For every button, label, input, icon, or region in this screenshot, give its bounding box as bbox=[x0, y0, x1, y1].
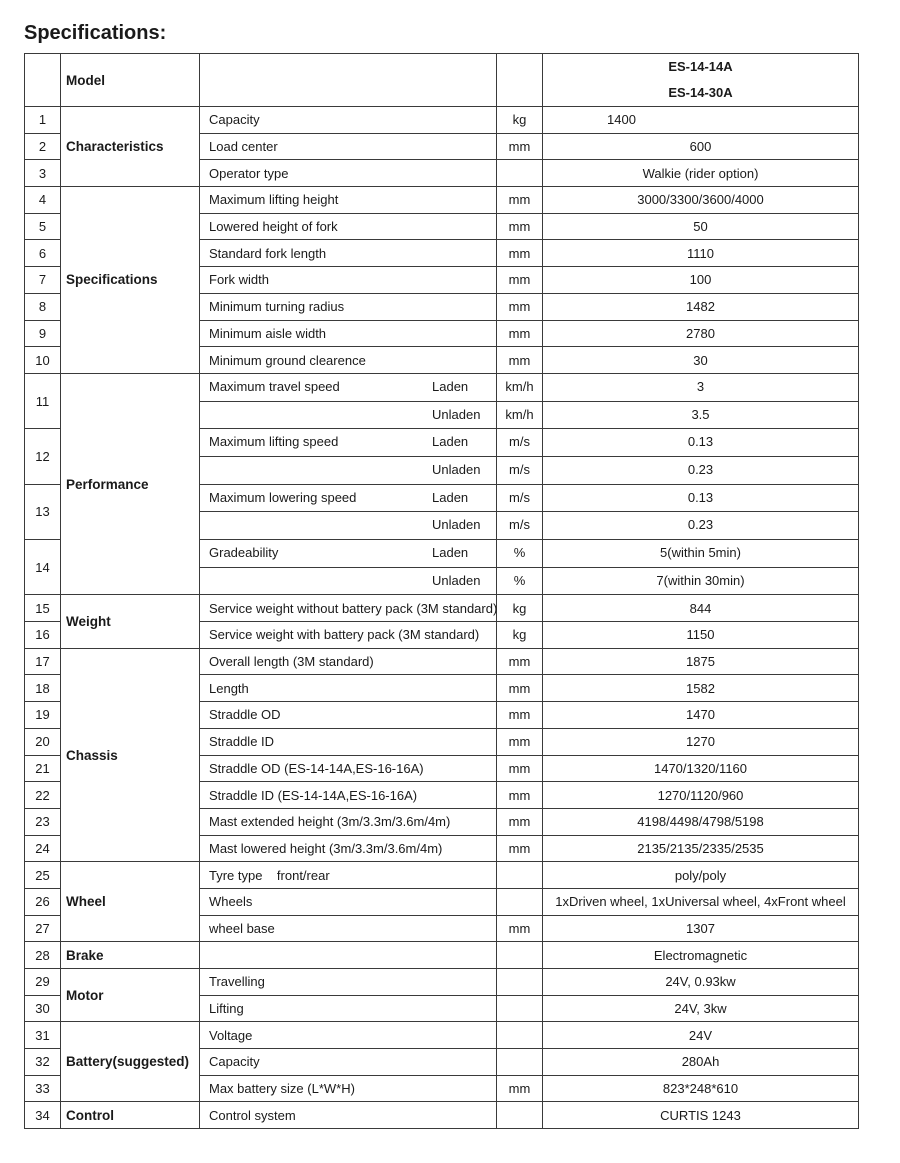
item-label: Load center bbox=[200, 133, 497, 160]
table-row bbox=[25, 373, 859, 428]
load-condition: Unladen bbox=[432, 517, 481, 533]
item-label: Straddle OD (ES-14-14A,ES-16-16A) bbox=[200, 755, 497, 782]
row-number: 7 bbox=[25, 267, 61, 294]
item-label: Gradeability bbox=[209, 545, 279, 560]
specifications-table bbox=[24, 53, 859, 1129]
value: 1270 bbox=[543, 728, 859, 755]
item-label: Lowered height of fork bbox=[200, 213, 497, 240]
unit: m/s bbox=[509, 434, 530, 450]
category-label: Performance bbox=[61, 373, 200, 595]
unit: mm bbox=[497, 320, 543, 347]
row-number: 11 bbox=[25, 373, 61, 428]
row-number: 15 bbox=[25, 595, 61, 622]
value: Walkie (rider option) bbox=[543, 160, 859, 187]
row-number: 16 bbox=[25, 622, 61, 649]
table-row bbox=[25, 969, 859, 996]
unit: mm bbox=[497, 240, 543, 267]
row-number: 23 bbox=[25, 808, 61, 835]
value: 0.13 bbox=[687, 434, 714, 450]
value: 280Ah bbox=[543, 1049, 859, 1076]
unit bbox=[497, 969, 543, 996]
page-title: Specifications: bbox=[24, 22, 167, 44]
item-label: Straddle OD bbox=[200, 702, 497, 729]
item-label: Voltage bbox=[200, 1022, 497, 1049]
table-row bbox=[25, 187, 859, 214]
unit: kg bbox=[497, 107, 543, 134]
unit bbox=[497, 1102, 543, 1129]
value: 2135/2135/2335/2535 bbox=[543, 835, 859, 862]
item-label: Minimum ground clearence bbox=[200, 347, 497, 374]
row-number: 18 bbox=[25, 675, 61, 702]
value: 1270/1120/960 bbox=[543, 782, 859, 809]
table-row bbox=[25, 595, 859, 622]
unit bbox=[497, 888, 543, 915]
table-row bbox=[25, 1022, 859, 1049]
unit: mm bbox=[497, 675, 543, 702]
unit: mm bbox=[497, 213, 543, 240]
unit: mm bbox=[497, 267, 543, 294]
item-label: Minimum aisle width bbox=[200, 320, 497, 347]
unit-cell bbox=[497, 540, 543, 595]
load-condition: Unladen bbox=[432, 572, 481, 588]
value: 1400 bbox=[543, 107, 859, 134]
value: 1875 bbox=[543, 648, 859, 675]
value: 0.23 bbox=[543, 511, 858, 539]
unit bbox=[497, 1049, 543, 1076]
value: 50 bbox=[543, 213, 859, 240]
value: 1470 bbox=[543, 702, 859, 729]
unit: mm bbox=[497, 1075, 543, 1102]
value: 3000/3300/3600/4000 bbox=[543, 187, 859, 214]
value: 1582 bbox=[543, 675, 859, 702]
row-number: 14 bbox=[25, 540, 61, 595]
item-label-cell bbox=[200, 540, 497, 595]
value: 5(within 5min) bbox=[660, 545, 741, 560]
item-label: Capacity bbox=[200, 107, 497, 134]
item-label: Max battery size (L*W*H) bbox=[200, 1075, 497, 1102]
item-label: Service weight with battery pack (3M standard) bbox=[200, 622, 497, 649]
category-label: Specifications bbox=[61, 187, 200, 374]
value: 1307 bbox=[543, 915, 859, 942]
unit: mm bbox=[497, 782, 543, 809]
unit: kg bbox=[497, 595, 543, 622]
row-number: 17 bbox=[25, 648, 61, 675]
table-row bbox=[25, 107, 859, 134]
item-label: Service weight without battery pack (3M standard) bbox=[200, 595, 497, 622]
item-subrow bbox=[200, 540, 496, 567]
item-label: Fork width bbox=[200, 267, 497, 294]
row-number: 3 bbox=[25, 160, 61, 187]
value: 24V bbox=[543, 1022, 859, 1049]
unit: mm bbox=[497, 648, 543, 675]
value: 3 bbox=[696, 378, 705, 394]
row-number: 20 bbox=[25, 728, 61, 755]
unit: mm bbox=[497, 728, 543, 755]
item-label-cell bbox=[200, 484, 497, 539]
value: 0.23 bbox=[543, 456, 858, 484]
value: 30 bbox=[543, 347, 859, 374]
item-label: Overall length (3M standard) bbox=[200, 648, 497, 675]
item-subrow bbox=[200, 567, 496, 595]
table-row bbox=[25, 1102, 859, 1129]
item-label: Standard fork length bbox=[200, 240, 497, 267]
item-label: Wheels bbox=[200, 888, 497, 915]
value: CURTIS 1243 bbox=[543, 1102, 859, 1129]
item-label: Lifting bbox=[200, 995, 497, 1022]
category-label: Characteristics bbox=[61, 107, 200, 187]
unit bbox=[497, 995, 543, 1022]
row-number: 25 bbox=[25, 862, 61, 889]
unit: % bbox=[497, 567, 542, 595]
unit bbox=[497, 862, 543, 889]
row-number: 12 bbox=[25, 429, 61, 484]
value-cell bbox=[543, 373, 859, 428]
unit: mm bbox=[497, 835, 543, 862]
load-condition: Laden bbox=[432, 489, 469, 505]
load-condition: Unladen bbox=[432, 461, 481, 477]
item-subrow bbox=[200, 456, 496, 484]
model-name: ES-14-14A bbox=[668, 59, 733, 74]
row-number: 10 bbox=[25, 347, 61, 374]
unit: mm bbox=[497, 915, 543, 942]
value: 1150 bbox=[543, 622, 859, 649]
value: 1xDriven wheel, 1xUniversal wheel, 4xFront wheel bbox=[543, 888, 859, 915]
value: 100 bbox=[543, 267, 859, 294]
item-label: wheel base bbox=[200, 915, 497, 942]
value: 2780 bbox=[543, 320, 859, 347]
load-condition: Laden bbox=[432, 378, 469, 394]
item-label: Control system bbox=[200, 1102, 497, 1129]
model-label: Model bbox=[61, 54, 200, 107]
unit: km/h bbox=[497, 401, 542, 429]
row-number: 32 bbox=[25, 1049, 61, 1076]
row-number: 1 bbox=[25, 107, 61, 134]
item-label: Length bbox=[200, 675, 497, 702]
table-row bbox=[25, 942, 859, 969]
item-label-cell bbox=[200, 429, 497, 484]
value: poly/poly bbox=[543, 862, 859, 889]
unit: kg bbox=[497, 622, 543, 649]
item-label: Maximum lifting speed bbox=[209, 434, 339, 450]
unit bbox=[497, 1022, 543, 1049]
unit: mm bbox=[497, 702, 543, 729]
value-cell bbox=[543, 484, 859, 539]
item-label: Travelling bbox=[200, 969, 497, 996]
unit: % bbox=[513, 545, 526, 560]
item-label-cell bbox=[200, 373, 497, 428]
value: Electromagnetic bbox=[543, 942, 859, 969]
value: 1110 bbox=[543, 240, 859, 267]
row-number: 30 bbox=[25, 995, 61, 1022]
category-label: Battery(suggested) bbox=[61, 1022, 200, 1102]
header-row bbox=[25, 54, 859, 107]
unit bbox=[497, 942, 543, 969]
load-condition: Laden bbox=[432, 434, 469, 450]
item-label: Maximum lifting height bbox=[200, 187, 497, 214]
load-condition: Unladen bbox=[432, 406, 481, 422]
item-label: Minimum turning radius bbox=[200, 293, 497, 320]
item-label: Maximum travel speed bbox=[209, 378, 340, 394]
category-label: Motor bbox=[61, 969, 200, 1022]
unit: mm bbox=[497, 293, 543, 320]
row-number: 19 bbox=[25, 702, 61, 729]
header-number-cell bbox=[25, 54, 61, 107]
item-subrow bbox=[200, 511, 496, 539]
unit: m/s bbox=[497, 456, 542, 484]
unit bbox=[497, 160, 543, 187]
item-subrow bbox=[200, 485, 496, 512]
category-label: Wheel bbox=[61, 862, 200, 942]
value: 24V, 0.93kw bbox=[543, 969, 859, 996]
table-row bbox=[25, 862, 859, 889]
value: 844 bbox=[543, 595, 859, 622]
item-label: Straddle ID (ES-14-14A,ES-16-16A) bbox=[200, 782, 497, 809]
unit: mm bbox=[497, 755, 543, 782]
row-number: 34 bbox=[25, 1102, 61, 1129]
unit: m/s bbox=[497, 511, 542, 539]
table-row bbox=[25, 648, 859, 675]
item-subrow bbox=[200, 401, 496, 429]
value-cell bbox=[543, 429, 859, 484]
row-number: 33 bbox=[25, 1075, 61, 1102]
item-subrow bbox=[200, 374, 496, 401]
item-label: Mast extended height (3m/3.3m/3.6m/4m) bbox=[200, 808, 497, 835]
item-label: Operator type bbox=[200, 160, 497, 187]
category-label: Brake bbox=[61, 942, 200, 969]
unit: mm bbox=[497, 187, 543, 214]
unit-cell bbox=[497, 484, 543, 539]
item-label: Capacity bbox=[200, 1049, 497, 1076]
value: 600 bbox=[543, 133, 859, 160]
value: 7(within 30min) bbox=[543, 567, 858, 595]
row-number: 21 bbox=[25, 755, 61, 782]
category-label: Weight bbox=[61, 595, 200, 648]
model-names bbox=[543, 54, 859, 107]
value: 4198/4498/4798/5198 bbox=[543, 808, 859, 835]
item-subrow bbox=[200, 429, 496, 456]
row-number: 13 bbox=[25, 484, 61, 539]
value-cell bbox=[543, 540, 859, 595]
header-unit-cell bbox=[497, 54, 543, 107]
unit: mm bbox=[497, 133, 543, 160]
unit: mm bbox=[497, 347, 543, 374]
header-item-cell bbox=[200, 54, 497, 107]
value: 24V, 3kw bbox=[543, 995, 859, 1022]
value: 3.5 bbox=[543, 401, 858, 429]
value: 0.13 bbox=[687, 489, 714, 505]
row-number: 22 bbox=[25, 782, 61, 809]
category-label: Chassis bbox=[61, 648, 200, 862]
item-label: Mast lowered height (3m/3.3m/3.6m/4m) bbox=[200, 835, 497, 862]
unit-cell bbox=[497, 373, 543, 428]
value: 1470/1320/1160 bbox=[543, 755, 859, 782]
row-number: 28 bbox=[25, 942, 61, 969]
unit: km/h bbox=[505, 378, 534, 394]
unit-cell bbox=[497, 429, 543, 484]
item-label bbox=[200, 942, 497, 969]
row-number: 26 bbox=[25, 888, 61, 915]
item-label: Maximum lowering speed bbox=[209, 489, 357, 505]
value: 823*248*610 bbox=[543, 1075, 859, 1102]
row-number: 4 bbox=[25, 187, 61, 214]
row-number: 29 bbox=[25, 969, 61, 996]
row-number: 27 bbox=[25, 915, 61, 942]
load-condition: Laden bbox=[432, 545, 469, 560]
item-label: Straddle ID bbox=[200, 728, 497, 755]
unit: m/s bbox=[509, 489, 530, 505]
row-number: 9 bbox=[25, 320, 61, 347]
row-number: 24 bbox=[25, 835, 61, 862]
row-number: 2 bbox=[25, 133, 61, 160]
row-number: 8 bbox=[25, 293, 61, 320]
model-name: ES-14-30A bbox=[668, 85, 733, 100]
value: 1482 bbox=[543, 293, 859, 320]
row-number: 6 bbox=[25, 240, 61, 267]
row-number: 31 bbox=[25, 1022, 61, 1049]
unit: mm bbox=[497, 808, 543, 835]
item-label: Tyre type front/rear bbox=[200, 862, 497, 889]
row-number: 5 bbox=[25, 213, 61, 240]
category-label: Control bbox=[61, 1102, 200, 1129]
